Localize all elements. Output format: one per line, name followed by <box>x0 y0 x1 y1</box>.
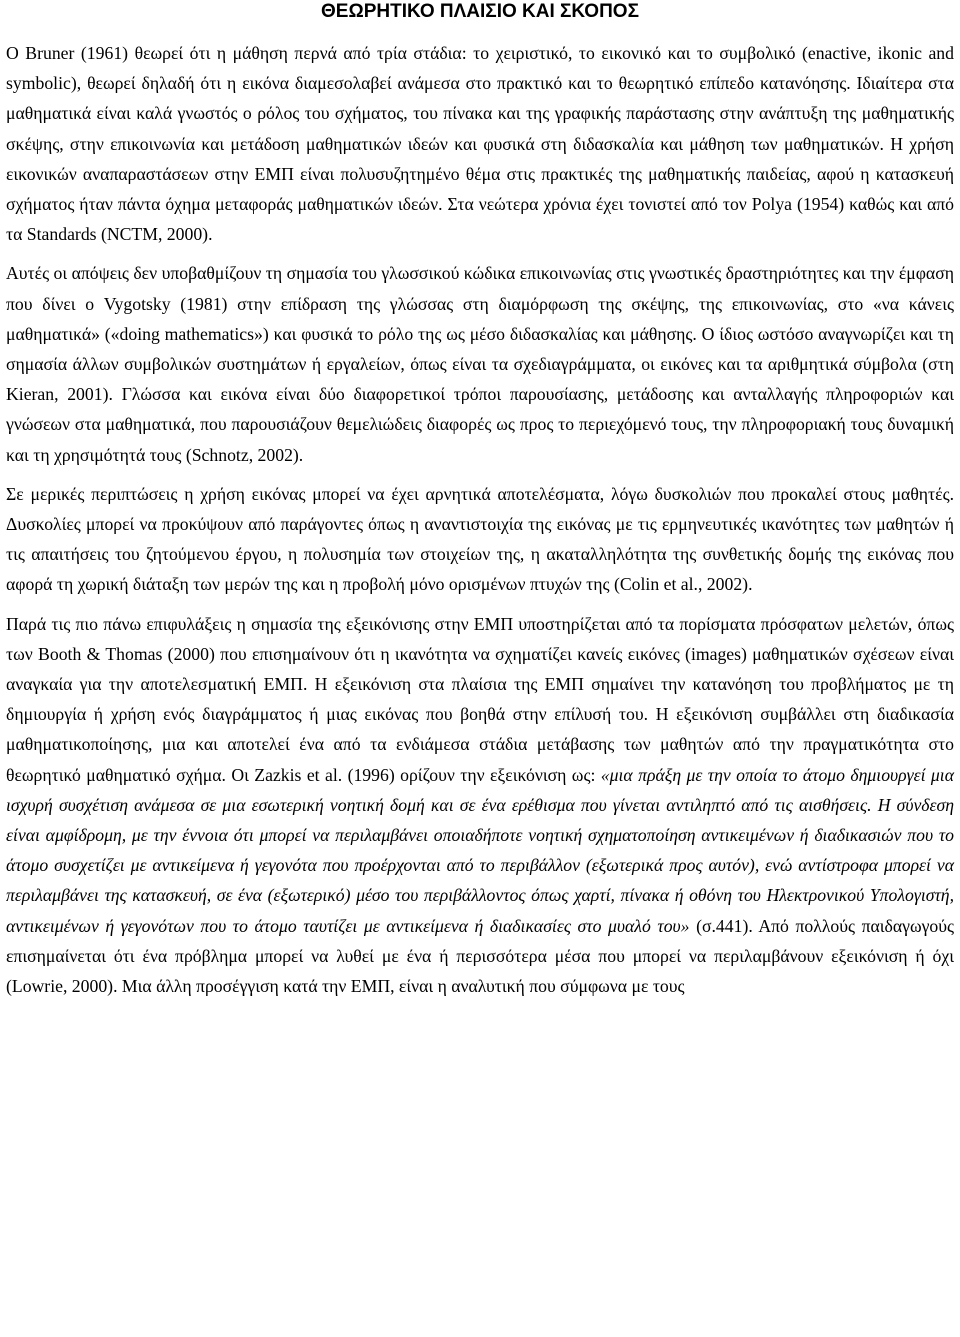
paragraph-4 <box>6 609 954 1002</box>
paragraph-1: Ο Bruner (1961) θεωρεί ότι η μάθηση περνά από τρία στάδια: το χειριστικό, το εικονικό και το συμβολικό (enactive, ikonic and symbolic), θεωρεί δηλαδή ότι η εικόνα διαμεσολαβεί ανάμεσα στο πρακτικό και το θεωρητικό επίπεδο κατανόησης. Ιδιαίτερα στα μαθηματικά είναι καλά γνωστός ο ρόλος του σχήματος, του πίνακα και της γραφικής παράστασης στην ανάπτυξη της μαθηματικής σκέψης, στην επικοινωνία και μετάδοση μαθηματικών ιδεών και φυσικά στη διδασκαλία και μάθηση των μαθηματικών. Η χρήση εικονικών αναπαραστάσεων στην ΕΜΠ είναι πολυσυζητημένο θέμα στις πρακτικές της μαθηματικής παιδείας, αφού η κατασκευή σχήματος ήταν πάντα όχημα μεταφοράς μαθηματικών ιδεών. Στα νεώτερα χρόνια έχει τονιστεί από τον Polya (1954) καθώς και από τα Standards (NCTM, 2000). <box>6 43 954 245</box>
paragraph-4-continuation: (σ.441). Από πολλούς παιδαγωγούς επισημαίνεται ότι ένα πρόβλημα μπορεί να λυθεί με ένα ή περισσότερα μέσα που μπορεί να περιλαμβάνουν εξεικόνιση ή όχι (Lowrie, 2000). Μια άλλη προσέγγιση κατά την ΕΜΠ, είναι η αναλυτική που σύμφωνα με τους <box>6 915 955 997</box>
paragraph-3: Σε μερικές περιπτώσεις η χρήση εικόνας μπορεί να έχει αρνητικά αποτελέσματα, λόγω δυσκολιών που προκαλεί στους μαθητές. Δυσκολίες μπορεί να προκύψουν από παράγοντες όπως η αναντιστοιχία της εικόνας με τις ερμηνευτικές ικανότητες των μαθητών ή τις απαιτήσεις του ζητούμενου έργου, η πολυσημία των στοιχείων της, η ακαταλληλότητα της συνθετικής δομής της εικόνας που αφορά τη χωρική διάταξη των μερών της και η προβολή μόνο ορισμένων πτυχών της (Colin et al., 2002). <box>6 483 954 595</box>
zazkis-quote: «μια πράξη με την οποία το άτομο δημιουργεί μια ισχυρή συσχέτιση ανάμεσα σε μια εσωτερική νοητική δομή και σε ένα ερέθισμα που γίνεται αντιληπτό από τις αισθήσεις. Η σύνδεση είναι αμφίδρομη, με την έννοια ότι μπορεί να περιλαμβάνει οποιαδήποτε νοητική σχηματοποίηση αντικειμένων ή διαδικασιών που το άτομο συσχετίζει με αντικείμενα ή γεγονότα που προέρχονται από το περιβάλλον (εξωτερικά προς αυτόν), ενώ αντίστροφα μπορεί να περιλαμβάνει της κατασκευή, σε ένα (εξωτερικό) μέσο του περιβάλλοντος όπως χαρτί, πίνακα ή οθόνη του Ηλεκτρονικού Υπολογιστή, αντικειμένων ή γεγονότων που το άτομο ταυτίζει με αντικείμενα ή διαδικασίες στο μυαλό του» <box>6 764 954 936</box>
section-title: ΘΕΩΡΗΤΙΚΟ ΠΛΑΙΣΙΟ ΚΑΙ ΣΚΟΠΟΣ <box>321 1 639 22</box>
paragraph-2: Αυτές οι απόψεις δεν υποβαθμίζουν τη σημασία του γλωσσικού κώδικα επικοινωνίας στις γνωστικές δραστηριότητες και την έμφαση που δίνει ο Vygotsky (1981) στην επίδραση της γλώσσας στη διαμόρφωση της σκέψης, της επικοινωνίας, στο «να κάνεις μαθηματικά» («doing mathematics») και φυσικά το ρόλο της ως μέσο διδασκαλίας και μάθησης. Ο ίδιος ωστόσο αναγνωρίζει και τη σημασία άλλων συμβολικών συστημάτων ή εργαλείων, όπως είναι τα σχεδιαγράμματα, οι εικόνες και τα αριθμητικά σύμβολα (στη Kieran, 2001). Γλώσσα και εικόνα είναι δύο διαφορετικοί τρόποι παρουσίασης, μετάδοσης και ανταλλαγής πληροφοριών και γνώσεων στα μαθηματικά, που παρουσιάζουν θεμελιώδεις διαφορές ως προς το περιεχόμενό τους, την πληροφοριακή τους δυναμική και τη χρησιμότητά τους (Schnotz, 2002). <box>6 263 954 465</box>
paragraph-4-text: Παρά τις πιο πάνω επιφυλάξεις η σημασία της εξεικόνισης στην ΕΜΠ υποστηρίζεται από τα πορίσματα πρόσφατων μελετών, όπως των Booth & Thomas (2000) που επισημαίνουν ότι η ικανότητα να σχηματίζει κανείς εικόνες (images) μαθηματικών σχέσεων είναι αναγκαία για την αποτελεσματική ΕΜΠ. Η εξεικόνιση στα πλαίσια της ΕΜΠ σημαίνει την κατανόηση του προβλήματος με τη δημιουργία ή χρήση ενός διαγράμματος ή μιας εικόνας που βοηθά στην επίλυσή του. Η εξεικόνιση συμβάλλει στη διαδικασία μαθηματικοποίησης, μια και αποτελεί ένα από τα ενδιάμεσα στάδια μετάβασης των μαθητών από την πραγματικότητα στο θεωρητικό μαθηματικό σχήμα. Οι Zazkis et al. (1996) ορίζουν την εξεικόνιση ως: <box>6 613 954 785</box>
